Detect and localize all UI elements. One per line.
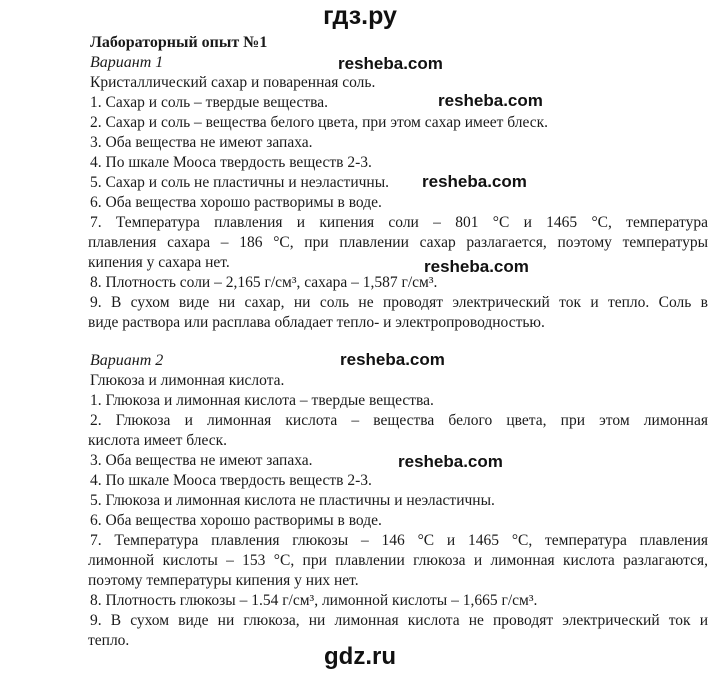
- site-footer-watermark: gdz.ru: [324, 643, 396, 670]
- variant-1-item-3: 3. Оба вещества не имеют запаха.: [90, 134, 313, 151]
- site-header-watermark: гдз.ру: [323, 2, 397, 30]
- resheba-watermark: resheba.com: [424, 257, 529, 276]
- variant-2-item-6: 6. Оба вещества хорошо растворимы в воде.: [90, 512, 382, 529]
- variant-1-item-6: 6. Оба вещества хорошо растворимы в воде.: [90, 194, 382, 211]
- variant-1-item-1: 1. Сахар и соль – твердые вещества.: [90, 94, 328, 111]
- variant-1-item-9-line-1: 9. В сухом виде ни сахар, ни соль не проводят электрический ток и тепло. Соль в: [90, 294, 708, 311]
- variant-1-item-8: 8. Плотность соли – 2,165 г/см³, сахара – 1,587 г/см³.: [90, 274, 438, 291]
- variant-2-item-9-line-1: 9. В сухом виде ни глюкоза, ни лимонная кислота не проводят электрический ток и: [90, 612, 708, 629]
- variant-1-heading: Вариант 1: [90, 54, 164, 71]
- variant-1-item-7-line-3: кипения у сахара нет.: [88, 254, 230, 271]
- resheba-watermark: resheba.com: [398, 452, 503, 471]
- variant-2-item-2-line-1: 2. Глюкоза и лимонная кислота – вещества белого цвета, при этом лимонная: [90, 412, 708, 429]
- variant-2-item-8: 8. Плотность глюкозы – 1.54 г/см³, лимонной кислоты – 1,665 г/см³.: [90, 592, 538, 609]
- variant-1-item-9-line-2: виде раствора или расплава обладает тепло- и электропроводностью.: [88, 314, 545, 331]
- resheba-watermark: resheba.com: [438, 91, 543, 110]
- variant-2-item-9-line-2: тепло.: [88, 632, 130, 649]
- variant-1-item-7-line-2: плавления сахара – 186 °С, при плавлении сахар разлагается, поэтому температуры: [88, 234, 708, 251]
- variant-1-item-5: 5. Сахар и соль не пластичны и неэластичны.: [90, 174, 389, 191]
- variant-2-subject: Глюкоза и лимонная кислота.: [90, 372, 285, 389]
- variant-2-heading: Вариант 2: [90, 352, 164, 369]
- variant-1-subject: Кристаллический сахар и поваренная соль.: [90, 74, 376, 91]
- variant-2-item-2-line-2: кислота имеет блеск.: [88, 432, 228, 449]
- variant-1-item-7-line-1: 7. Температура плавления и кипения соли – 801 °С и 1465 °С, температура: [90, 214, 708, 231]
- variant-2-item-7-line-2: лимонной кислоты – 153 °С, при плавлении глюкоза и лимонная кислота разлагаются,: [88, 552, 708, 569]
- resheba-watermark: resheba.com: [338, 54, 443, 73]
- variant-2-item-7-line-3: поэтому температуры кипения у них нет.: [88, 572, 359, 589]
- variant-2-item-5: 5. Глюкоза и лимонная кислота не пластичны и неэластичны.: [90, 492, 495, 509]
- variant-2-item-1: 1. Глюкоза и лимонная кислота – твердые вещества.: [90, 392, 434, 409]
- variant-1-item-4: 4. По шкале Мооса твердость веществ 2-3.: [90, 154, 372, 171]
- variant-1-item-2: 2. Сахар и соль – вещества белого цвета, при этом сахар имеет блеск.: [90, 114, 549, 131]
- resheba-watermark: resheba.com: [340, 350, 445, 369]
- page-title: Лабораторный опыт №1: [90, 34, 268, 51]
- variant-2-item-4: 4. По шкале Мооса твердость веществ 2-3.: [90, 472, 372, 489]
- variant-2-item-7-line-1: 7. Температура плавления глюкозы – 146 °С и 1465 °С, температура плавления: [90, 532, 708, 549]
- variant-2-item-3: 3. Оба вещества не имеют запаха.: [90, 452, 313, 469]
- resheba-watermark: resheba.com: [422, 172, 527, 191]
